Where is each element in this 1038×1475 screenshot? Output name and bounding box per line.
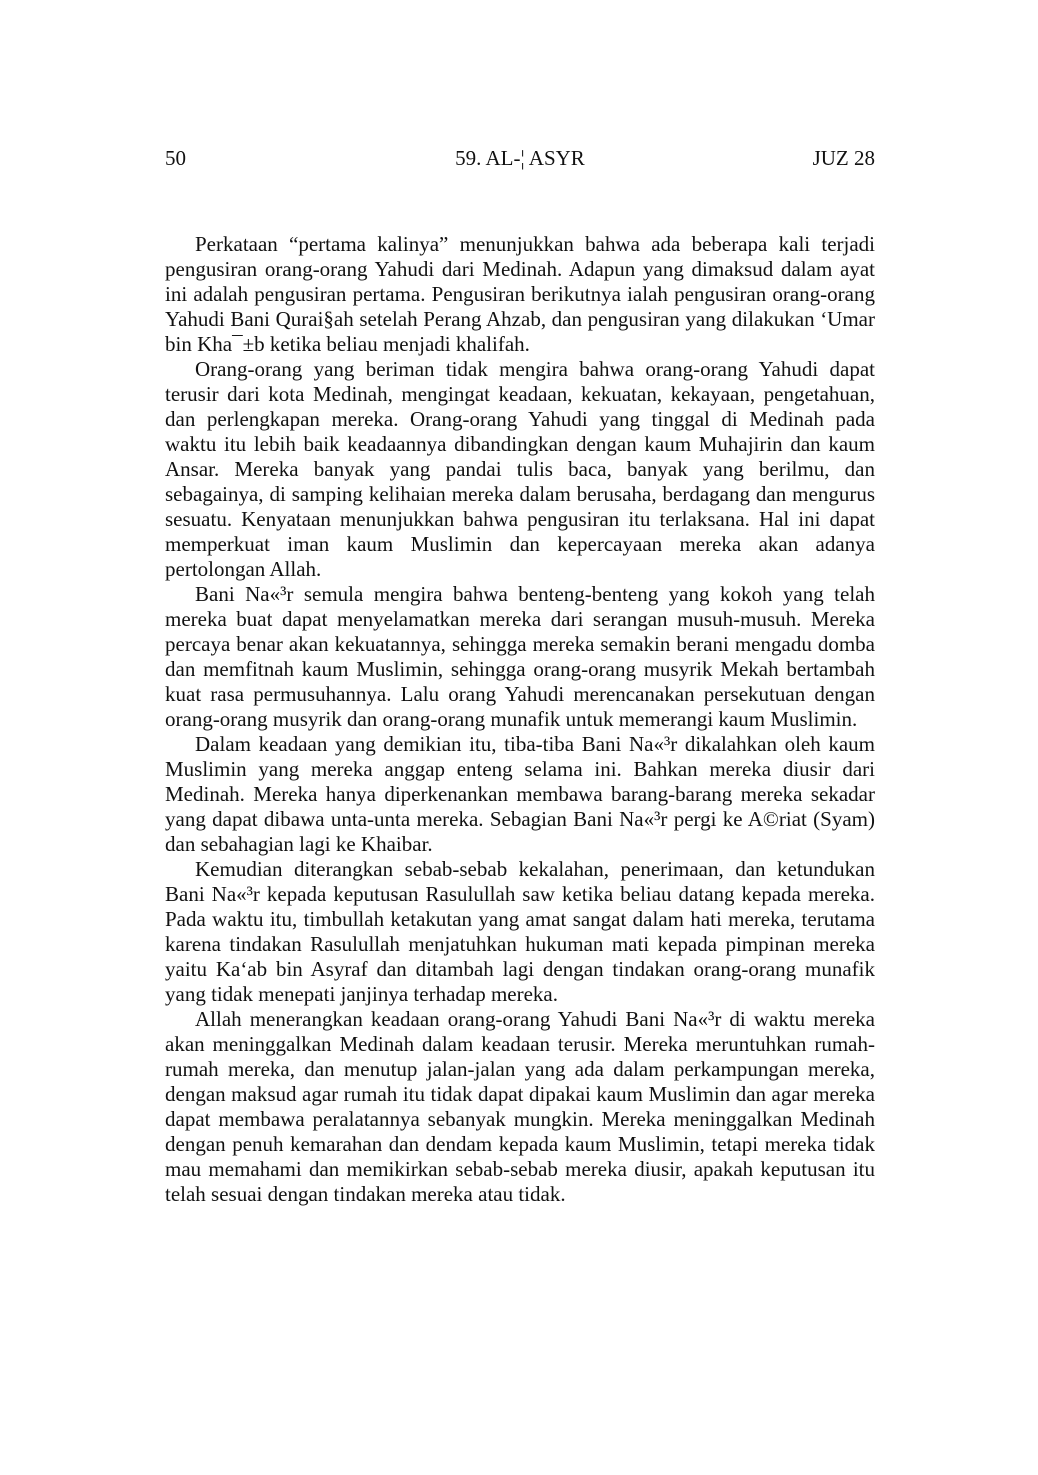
paragraph: Bani Na«³r semula mengira bahwa benteng-benteng yang kokoh yang telah mereka buat dapat menyelamatkan mereka dari serangan musuh-musuh. Mereka percaya benar akan kekuatannya, sehingga mereka semakin berani mengadu domba dan memfitnah kaum Muslimin, sehingga orang-orang musyrik Mekah bertambah kuat rasa permusuhannya. Lalu orang Yahudi merencanakan persekutuan dengan orang-orang musyrik dan orang-orang munafik untuk memerangi kaum Muslimin. [165,582,875,731]
paragraph: Kemudian diterangkan sebab-sebab kekalahan, penerimaan, dan ketundukan Bani Na«³r kepada keputusan Rasulullah saw ketika beliau datang kepada mereka. Pada waktu itu, timbullah ketakutan yang amat sangat dalam hati mereka, terutama karena tindakan Rasulullah menjatuhkan hukuman mati kepada pimpinan mereka yaitu Ka‘ab bin Asyraf dan ditambah lagi dengan tindakan orang-orang munafik yang tidak menepati janjinya terhadap mereka. [165,857,875,1006]
running-header [165,143,875,173]
page-number: 50 [165,146,186,170]
juz-label: JUZ 28 [812,146,875,170]
chapter-title: 59. AL-¦ ASYR [455,146,585,170]
paragraph: Allah menerangkan keadaan orang-orang Yahudi Bani Na«³r di waktu mereka akan meninggalkan Medinah dalam keadaan terusir. Mereka meruntuhkan rumah-rumah mereka, dan menutup jalan-jalan yang ada dalam perkampungan mereka, dengan maksud agar rumah itu tidak dapat dipakai kaum Muslimin dan agar mereka dapat membawa peralatannya sebanyak mungkin. Mereka meninggalkan Medinah dengan penuh kemarahan dan dendam kepada kaum Muslimin, tetapi mereka tidak mau memahami dan memikirkan sebab-sebab mereka diusir, apakah keputusan itu telah sesuai dengan tindakan mereka atau tidak. [165,1007,875,1206]
paragraph: Perkataan “pertama kalinya” menunjukkan bahwa ada beberapa kali terjadi pengusiran orang-orang Yahudi dari Medinah. Adapun yang dimaksud dalam ayat ini adalah pengusiran pertama. Pengusiran berikutnya ialah pengusiran orang-orang Yahudi Bani Qurai§ah setelah Perang Ahzab, dan pengusiran yang dilakukan ‘Umar bin Kha¯±b ketika beliau menjadi khalifah. [165,232,875,356]
paragraph: Orang-orang yang beriman tidak mengira bahwa orang-orang Yahudi dapat terusir dari kota Medinah, mengingat keadaan, kekuatan, kekayaan, pengetahuan, dan perlengkapan mereka. Orang-orang Yahudi yang tinggal di Medinah pada waktu itu lebih baik keadaannya dibandingkan dengan kaum Muhajirin dan kaum Ansar. Mereka banyak yang pandai tulis baca, banyak yang berilmu, dan sebagainya, di samping kelihaian mereka dalam berusaha, berdagang dan mengurus sesuatu. Kenyataan menunjukkan bahwa pengusiran itu terlaksana. Hal ini dapat memperkuat iman kaum Muslimin dan kepercayaan mereka akan adanya pertolongan Allah. [165,357,875,581]
body-text [165,232,875,1207]
paragraph: Dalam keadaan yang demikian itu, tiba-tiba Bani Na«³r dikalahkan oleh kaum Muslimin yang mereka anggap enteng selama ini. Bahkan mereka diusir dari Medinah. Mereka hanya diperkenankan membawa barang-barang mereka sekadar yang dapat dibawa unta-unta mereka. Sebagian Bani Na«³r pergi ke A©riat (Syam) dan sebahagian lagi ke Khaibar. [165,732,875,856]
